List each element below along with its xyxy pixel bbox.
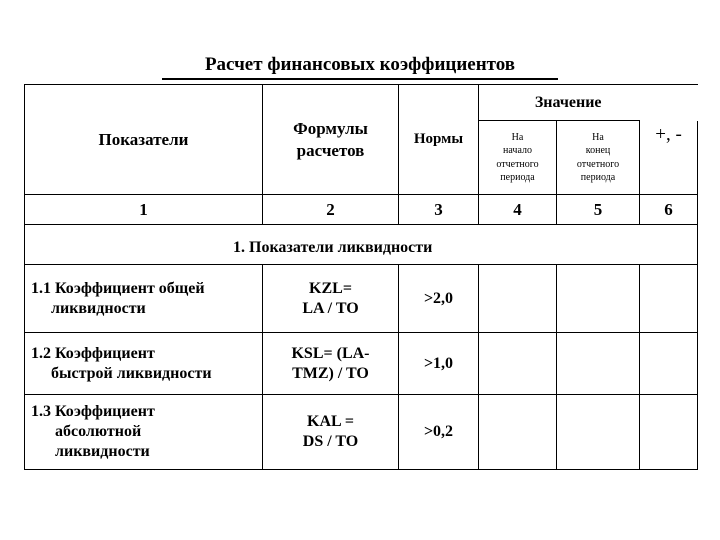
row-1-name-line-2: ликвидности xyxy=(51,299,146,317)
row-2-name-line-2: быстрой ликвидности xyxy=(51,364,212,382)
page-title: Расчет финансовых коэффициентов xyxy=(204,54,516,75)
row-3-name-line-2: абсолютной xyxy=(55,423,142,440)
row-3-name-line-1: 1.3 Коэффициент xyxy=(31,403,155,420)
header-indicators: Показатели xyxy=(25,85,263,195)
col-number-5: 5 xyxy=(557,195,640,225)
row-3-start-value xyxy=(479,395,557,470)
row-2-formula-line-2: TMZ) / TO xyxy=(292,364,369,382)
row-3-formula-line-2: DS / TO xyxy=(302,433,359,450)
section-row xyxy=(25,225,698,265)
table-row xyxy=(25,265,698,333)
row-2-start-value xyxy=(479,333,557,395)
col-number-2: 2 xyxy=(263,195,399,225)
table-row xyxy=(25,395,698,470)
header-formulas-line-2: расчетов xyxy=(296,140,365,160)
title-underline xyxy=(162,78,558,80)
header-row-top xyxy=(25,85,698,121)
header-start-line-1: На xyxy=(511,131,524,143)
row-2-name-line-1: 1.2 Коэффициент xyxy=(31,344,155,362)
row-3-end-value xyxy=(557,395,640,470)
row-3-formula xyxy=(263,395,399,470)
section-title: 1. Показатели ликвидности xyxy=(25,225,698,265)
row-1-formula-line-1: KZL= xyxy=(309,279,352,297)
header-end-line-1: На xyxy=(592,131,604,143)
header-norms: Нормы xyxy=(399,85,479,195)
row-1-delta xyxy=(640,265,698,333)
row-2-name xyxy=(25,333,263,395)
row-1-start-value xyxy=(479,265,557,333)
column-numbers-row xyxy=(25,195,698,225)
row-1-end-value xyxy=(557,265,640,333)
table-row xyxy=(25,333,698,395)
row-2-delta xyxy=(640,333,698,395)
header-end-line-3: отчетного xyxy=(576,158,620,170)
col-number-6: 6 xyxy=(640,195,698,225)
row-3-delta xyxy=(640,395,698,470)
header-delta: +, - xyxy=(640,121,698,195)
header-period-start xyxy=(479,121,557,195)
row-1-formula xyxy=(263,265,399,333)
header-end-line-4: периода xyxy=(580,172,616,183)
row-1-name-line-1: 1.1 Коэффициент общей xyxy=(31,279,205,297)
row-2-formula-line-1: KSL= (LA- xyxy=(291,344,370,362)
header-start-line-3: отчетного xyxy=(496,158,539,170)
ratios-table xyxy=(24,84,698,470)
row-2-end-value xyxy=(557,333,640,395)
row-2-norm: >1,0 xyxy=(399,333,479,395)
row-1-norm: >2,0 xyxy=(399,265,479,333)
header-end-line-2: конец xyxy=(585,145,611,156)
header-formulas-line-1: Формулы xyxy=(293,119,368,139)
row-1-name xyxy=(25,265,263,333)
header-value-group: Значение xyxy=(479,85,698,121)
header-start-line-2: начало xyxy=(503,145,532,156)
header-period-end xyxy=(557,121,640,195)
header-start-line-4: периода xyxy=(500,172,535,183)
row-3-name-line-3: ликвидности xyxy=(55,443,150,460)
col-number-4: 4 xyxy=(479,195,557,225)
col-number-1: 1 xyxy=(25,195,263,225)
header-formulas xyxy=(263,85,399,195)
row-3-norm: >0,2 xyxy=(399,395,479,470)
row-3-name xyxy=(25,395,263,470)
row-3-formula-line-1: KAL = xyxy=(307,413,354,430)
row-1-formula-line-2: LA / TO xyxy=(302,299,359,317)
row-2-formula xyxy=(263,333,399,395)
col-number-3: 3 xyxy=(399,195,479,225)
